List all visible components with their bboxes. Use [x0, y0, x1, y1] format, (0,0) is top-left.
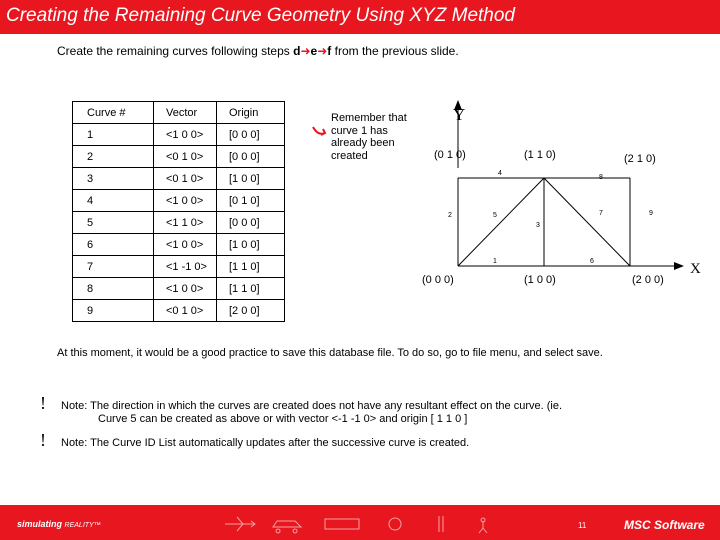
table-cell: <1 -1 0>: [154, 256, 217, 278]
curve-7: [544, 178, 630, 266]
intro-step-f: f: [327, 44, 332, 58]
train-icon: [325, 519, 359, 529]
exclamation-icon: !: [40, 430, 46, 450]
airplane-icon: [225, 517, 255, 531]
table-row: [73, 212, 285, 234]
table-header-row: [73, 102, 285, 124]
table-cell: [2 0 0]: [217, 300, 285, 322]
note-1-line-2: Curve 5 can be created as above or with vector <-1 -1 0> and origin [ 1 1 0 ]: [98, 413, 468, 425]
point-label-210: (2 1 0): [624, 153, 656, 165]
curve-5: [458, 178, 544, 266]
table-cell: [0 0 0]: [217, 212, 285, 234]
table-cell: 4: [73, 190, 154, 212]
curve-label-1: 1: [493, 258, 497, 265]
column-header: Curve #: [73, 102, 154, 124]
right-arrow-icon: ➜: [300, 44, 311, 58]
curve-diagram: [420, 98, 712, 294]
table-row: [73, 190, 285, 212]
table-cell: [1 0 0]: [217, 168, 285, 190]
table-cell: 3: [73, 168, 154, 190]
point-label-010: (0 1 0): [434, 149, 466, 161]
remember-note: Remember that curve 1 has already been created: [331, 112, 407, 162]
table-cell: <1 0 0>: [154, 190, 217, 212]
curve-label-6: 6: [590, 258, 594, 265]
point-label-100: (1 0 0): [524, 274, 556, 286]
right-arrow-icon: ➜: [317, 44, 328, 58]
exclamation-icon: !: [40, 393, 46, 413]
curve-label-5: 5: [493, 212, 497, 219]
table-cell: <0 1 0>: [154, 168, 217, 190]
intro-step-e: e: [310, 44, 318, 58]
figure-icon: [479, 518, 487, 533]
column-header: Origin: [217, 102, 285, 124]
table-cell: <1 0 0>: [154, 234, 217, 256]
footer-brand-suffix: REALITY™: [64, 522, 101, 529]
column-header: Vector: [154, 102, 217, 124]
table-row: [73, 278, 285, 300]
table-cell: 8: [73, 278, 154, 300]
footer-bar: [0, 505, 720, 540]
footer-decoration-icons: [225, 513, 545, 535]
note-1-line-1: : The direction in which the curves are created does not have any resultant effect on the curve. (ie.: [84, 400, 563, 412]
msc-software-logo: MSC Software: [624, 518, 705, 532]
curve-label-8: 8: [599, 174, 603, 181]
curve-label-9: 9: [649, 210, 653, 217]
table-row: [73, 124, 285, 146]
table-cell: <0 1 0>: [154, 300, 217, 322]
table-cell: 7: [73, 256, 154, 278]
table-cell: [0 1 0]: [217, 190, 285, 212]
table-row: [73, 168, 285, 190]
page-number: 11: [578, 521, 587, 530]
point-label-200: (2 0 0): [632, 274, 664, 286]
curve-label-2: 2: [448, 212, 452, 219]
footer-brand-main: simulating: [17, 519, 63, 529]
table-cell: 5: [73, 212, 154, 234]
curve-label-3: 3: [536, 222, 540, 229]
table-cell: [0 0 0]: [217, 146, 285, 168]
table-cell: 2: [73, 146, 154, 168]
slide-title: Creating the Remaining Curve Geometry Using XYZ Method: [6, 5, 516, 26]
intro-suffix: from the previous slide.: [331, 44, 459, 58]
x-axis-arrowhead: [674, 262, 684, 270]
table-row: [73, 234, 285, 256]
car-icon: [273, 521, 301, 533]
note-2-body: : The Curve ID List automatically updates after the successive curve is created.: [84, 437, 470, 449]
table-row: [73, 146, 285, 168]
note-2-label: Note: [61, 437, 85, 449]
curve-label-7: 7: [599, 210, 603, 217]
table-cell: <1 1 0>: [154, 212, 217, 234]
y-axis-label: Y: [453, 105, 466, 124]
table-cell: 6: [73, 234, 154, 256]
table-cell: <1 0 0>: [154, 278, 217, 300]
note-1-label: Note: [61, 400, 85, 412]
pointer-arrow-icon: [312, 124, 328, 138]
title-bar: [0, 0, 720, 34]
intro-step-d: d: [293, 44, 301, 58]
save-reminder-paragraph: At this moment, it would be a good practice to save this database file. To do so, go to file menu, and select save.: [57, 347, 603, 359]
table-cell: [1 1 0]: [217, 278, 285, 300]
gear-icon: [389, 518, 401, 530]
table-cell: [1 0 0]: [217, 234, 285, 256]
table-row: [73, 256, 285, 278]
intro-prefix: Create the remaining curves following steps: [57, 44, 294, 58]
table-cell: <1 0 0>: [154, 124, 217, 146]
curve-table: [72, 101, 285, 322]
note-1-text: [61, 400, 562, 413]
intro-text: [57, 44, 459, 58]
table-cell: 9: [73, 300, 154, 322]
table-cell: [0 0 0]: [217, 124, 285, 146]
point-label-110: (1 1 0): [524, 149, 556, 161]
table-cell: <0 1 0>: [154, 146, 217, 168]
tube-icon: [439, 516, 443, 532]
point-label-000: (0 0 0): [422, 274, 454, 286]
table-row: [73, 300, 285, 322]
table-cell: 1: [73, 124, 154, 146]
x-axis-label: X: [690, 261, 701, 277]
curve-label-4: 4: [498, 170, 502, 177]
table-cell: [1 1 0]: [217, 256, 285, 278]
note-2-text: [61, 437, 469, 450]
footer-brand: [17, 519, 101, 529]
